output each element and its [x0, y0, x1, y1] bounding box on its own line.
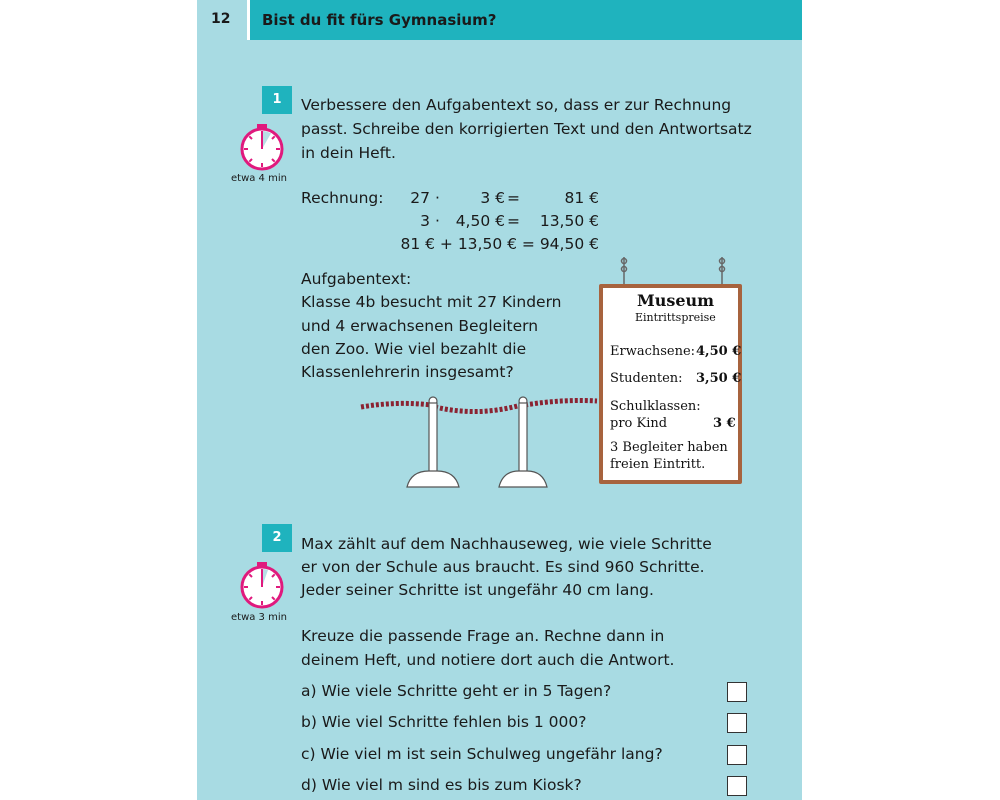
calc-r1-eq: =: [507, 189, 520, 207]
instruction-line-1: Kreuze die passende Frage an. Rechne dann in: [301, 627, 665, 645]
option-c-label: c) Wie viel m ist sein Schulweg ungefähr lang?: [301, 745, 663, 763]
calc-r2-op: ·: [435, 212, 440, 230]
calc-r3: 81 € + 13,50 € = 94,50 €: [400, 235, 599, 253]
task-text-line-1: Klasse 4b besucht mit 27 Kindern: [301, 293, 562, 311]
task-number-badge: 2: [262, 524, 292, 552]
calc-r1-op: ·: [435, 189, 440, 207]
option-a-label: a) Wie viele Schritte geht er in 5 Tagen?: [301, 682, 612, 700]
calc-r2-result: 13,50 €: [539, 212, 599, 230]
sign-students-price: 3,50 €: [696, 371, 742, 386]
calc-r1-result: 81 €: [564, 189, 599, 207]
instruction-line-2: passt. Schreibe den korrigierten Text und den Antwortsatz: [301, 120, 752, 138]
sign-note-1: 3 Begleiter haben: [610, 440, 728, 455]
page-header: [197, 0, 802, 40]
task-text-line-4: Klassenlehrerin insgesamt?: [301, 363, 514, 381]
option-b-checkbox[interactable]: [727, 713, 747, 733]
intro-line-2: er von der Schule aus braucht. Es sind 960 Schritte.: [301, 558, 705, 576]
intro-line-3: Jeder seiner Schritte ist ungefähr 40 cm lang.: [301, 581, 654, 599]
calc-r2-a: 3: [420, 212, 430, 230]
option-d-label: d) Wie viel m sind es bis zum Kiosk?: [301, 776, 582, 794]
instruction-line-2: deinem Heft, und notiere dort auch die Antwort.: [301, 651, 675, 669]
sign-adults-price: 4,50 €: [696, 344, 742, 359]
sign-per-child-price: 3 €: [713, 416, 736, 431]
option-a-checkbox[interactable]: [727, 682, 747, 702]
option-c-checkbox[interactable]: [727, 745, 747, 765]
task-number-badge: 1: [262, 86, 292, 114]
instruction-line-1: Verbessere den Aufgabentext so, dass er zur Rechnung: [301, 96, 732, 114]
rope-barrier-illustration: [357, 385, 607, 495]
task-text-line-2: und 4 erwachsenen Begleitern: [301, 317, 539, 335]
calc-label: Rechnung:: [301, 189, 384, 207]
task-text-label: Aufgabentext:: [301, 270, 412, 288]
calc-r2-eq: =: [507, 212, 520, 230]
page-title: Bist du fit fürs Gymnasium?: [262, 11, 497, 29]
sign-classes-label: Schulklassen:: [610, 399, 701, 414]
sign-chains: [612, 255, 732, 287]
calc-r2-b: 4,50 €: [455, 212, 505, 230]
option-b-label: b) Wie viel Schritte fehlen bis 1 000?: [301, 713, 587, 731]
duration-label: etwa 3 min: [231, 612, 287, 623]
sign-per-child-label: pro Kind: [610, 416, 668, 431]
duration-label: etwa 4 min: [231, 173, 287, 184]
instruction-line-3: in dein Heft.: [301, 144, 396, 162]
museum-price-sign: [599, 284, 742, 484]
option-d-checkbox[interactable]: [727, 776, 747, 796]
page-number-box: [197, 0, 247, 40]
workbook-page: [197, 0, 802, 800]
calc-r1-b: 3 €: [480, 189, 505, 207]
task-text-line-3: den Zoo. Wie viel bezahlt die: [301, 340, 527, 358]
sign-students-label: Studenten:: [610, 371, 683, 386]
header-separator: [247, 0, 250, 40]
sign-title: Museum: [637, 291, 715, 310]
page-number: 12: [211, 11, 231, 27]
stopwatch-icon: [238, 124, 286, 172]
sign-note-2: freien Eintritt.: [610, 457, 706, 472]
sign-adults-label: Erwachsene:: [610, 344, 696, 359]
calc-r1-a: 27: [410, 189, 430, 207]
sign-subtitle: Eintrittspreise: [635, 311, 716, 324]
stopwatch-icon: [238, 562, 286, 610]
intro-line-1: Max zählt auf dem Nachhauseweg, wie viele Schritte: [301, 535, 712, 553]
